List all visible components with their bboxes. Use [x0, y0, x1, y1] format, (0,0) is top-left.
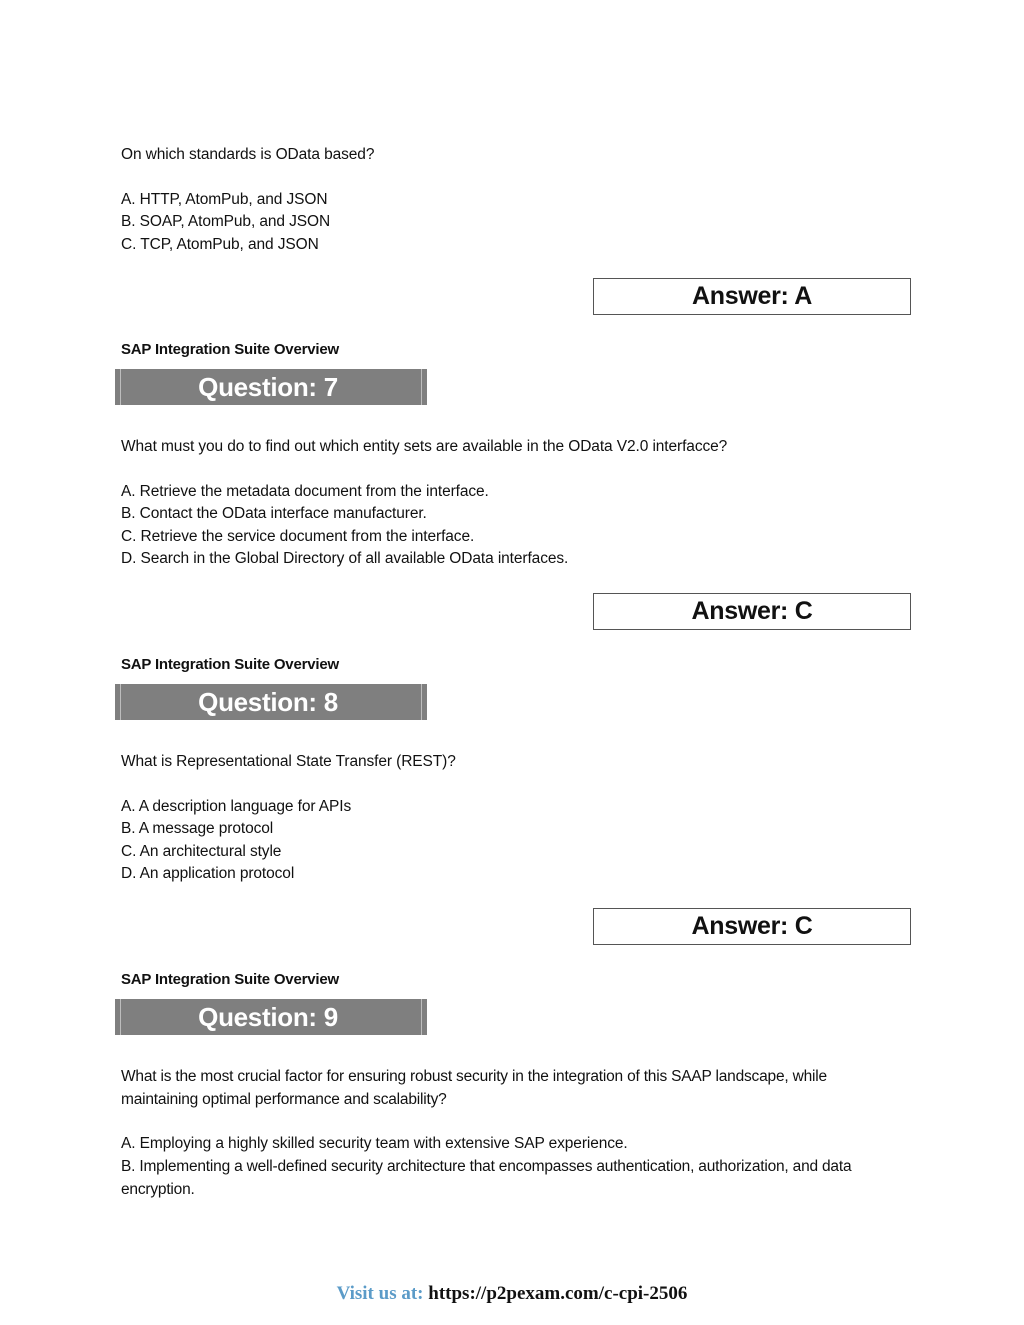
option-a: A. Retrieve the metadata document from the interface.: [121, 483, 489, 500]
answer-text: Answer: C: [691, 597, 813, 625]
option-b: B. SOAP, AtomPub, and JSON: [121, 213, 331, 230]
answer-text: Answer: C: [691, 912, 813, 940]
question-text: What is the most crucial factor for ensuring robust security in the integration of this SAAP landscape, while maintaining optimal performance and scalability?: [121, 1068, 827, 1108]
option-b: B. Contact the OData interface manufacturer.: [121, 505, 427, 522]
option-d: D. An application protocol: [121, 865, 295, 882]
option-d: D. Search in the Global Directory of all available OData interfaces.: [121, 550, 569, 567]
footer-url-link[interactable]: https://p2pexam.com/c-cpi-2506: [428, 1283, 688, 1304]
option-b: B. Implementing a well-defined security architecture that encompasses authentication, authorization, and data encryption.: [121, 1158, 852, 1198]
question-text: What must you do to find out which entity sets are available in the OData V2.0 interfacce?: [121, 438, 728, 455]
section-label: SAP Integration Suite Overview: [121, 971, 339, 988]
question-banner: [115, 369, 427, 405]
section-label: SAP Integration Suite Overview: [121, 656, 339, 673]
question-banner: [115, 999, 427, 1035]
question-text: On which standards is OData based?: [121, 146, 375, 163]
question-text: What is Representational State Transfer (REST)?: [121, 753, 456, 770]
footer-label: Visit us at:: [336, 1283, 424, 1304]
question-banner: [115, 684, 427, 720]
option-a: A. Employing a highly skilled security team with extensive SAP experience.: [121, 1135, 628, 1152]
option-c: C. An architectural style: [121, 843, 282, 860]
answer-box: [593, 908, 911, 945]
answer-text: Answer: A: [691, 282, 812, 310]
option-a: A. A description language for APIs: [121, 798, 352, 815]
footer: [0, 1282, 1024, 1306]
option-c: C. Retrieve the service document from the interface.: [121, 528, 475, 545]
question-number: Question: 8: [198, 686, 338, 717]
answer-box: [593, 278, 911, 315]
option-c: C. TCP, AtomPub, and JSON: [121, 236, 319, 253]
option-a: A. HTTP, AtomPub, and JSON: [121, 191, 328, 208]
question-number: Question: 9: [198, 1001, 338, 1032]
question-number: Question: 7: [198, 371, 338, 402]
section-label: SAP Integration Suite Overview: [121, 341, 339, 358]
option-b: B. A message protocol: [121, 820, 274, 837]
answer-box: [593, 593, 911, 630]
